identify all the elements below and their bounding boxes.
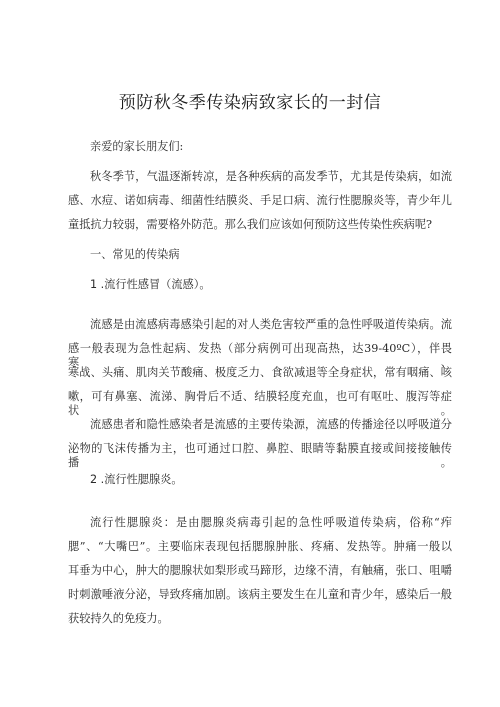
mumps-line-2: 腮”、“大嘴巴”。主要临床表现包括腮腺肿胀、疼痛、发热等。肿痛一般以 (68, 540, 452, 553)
flu-line-4: 嗽，可有鼻塞、流涕、胸骨后不适、结膜轻度充血，也可有呕吐、腹泻等症状。 (68, 390, 452, 417)
mumps-line-1: 流行性腮腺炎：是由腮腺炎病毒引起的急性呼吸道传染病，俗称“痄 (90, 516, 452, 529)
flu-line-6: 泌物的飞沫传播为主，也可通过口腔、鼻腔、眼睛等黏膜直接或间接接触传播。 (68, 442, 452, 469)
mumps-line-5: 获较持久的免疫力。 (68, 612, 169, 625)
page-title: 预防秋冬季传染病致家长的一封信 (118, 93, 382, 113)
intro-line-3: 童抵抗力较弱，需要格外防范。那么我们应该如何预防这些传染性疾病呢? (68, 218, 432, 231)
subheading-flu: 1 .流行性感冒（流感）。 (90, 278, 211, 291)
mumps-line-3: 耳垂为中心，肿大的腮腺状如梨形或马蹄形，边缘不清，有触痛，张口、咀嚼 (68, 564, 452, 577)
subheading-mumps: 2 .流行性腮腺炎。 (90, 473, 183, 486)
mumps-line-4: 时刺激唾液分泌，导致疼痛加剧。该病主要发生在儿童和青少年，感染后一般 (68, 588, 452, 601)
intro-line-1: 秋冬季节，气温逐渐转凉，是各种疾病的高发季节，尤其是传染病，如流 (90, 170, 452, 183)
flu-line-3: 寒战、头痛、肌肉关节酸痛、极度乏力、食欲减退等全身症状，常有咽痛、咳 (68, 366, 452, 379)
flu-line-2: 感一般表现为急性起病、发热（部分病例可出现高热，达39-40ºC），伴畏寒、 (68, 342, 452, 369)
section-heading: 一、常见的传染病 (90, 248, 180, 261)
salutation: 亲爱的家长朋友们: (90, 140, 184, 153)
intro-line-2: 感、水痘、诺如病毒、细菌性结膜炎、手足口病、流行性腮腺炎等，青少年儿 (68, 194, 452, 207)
flu-line-1: 流感是由流感病毒感染引起的对人类危害较严重的急性呼吸道传染病。流 (90, 318, 452, 331)
flu-line-5: 流感患者和隐性感染者是流感的主要传染源，流感的传播途径以呼吸道分 (90, 418, 452, 431)
